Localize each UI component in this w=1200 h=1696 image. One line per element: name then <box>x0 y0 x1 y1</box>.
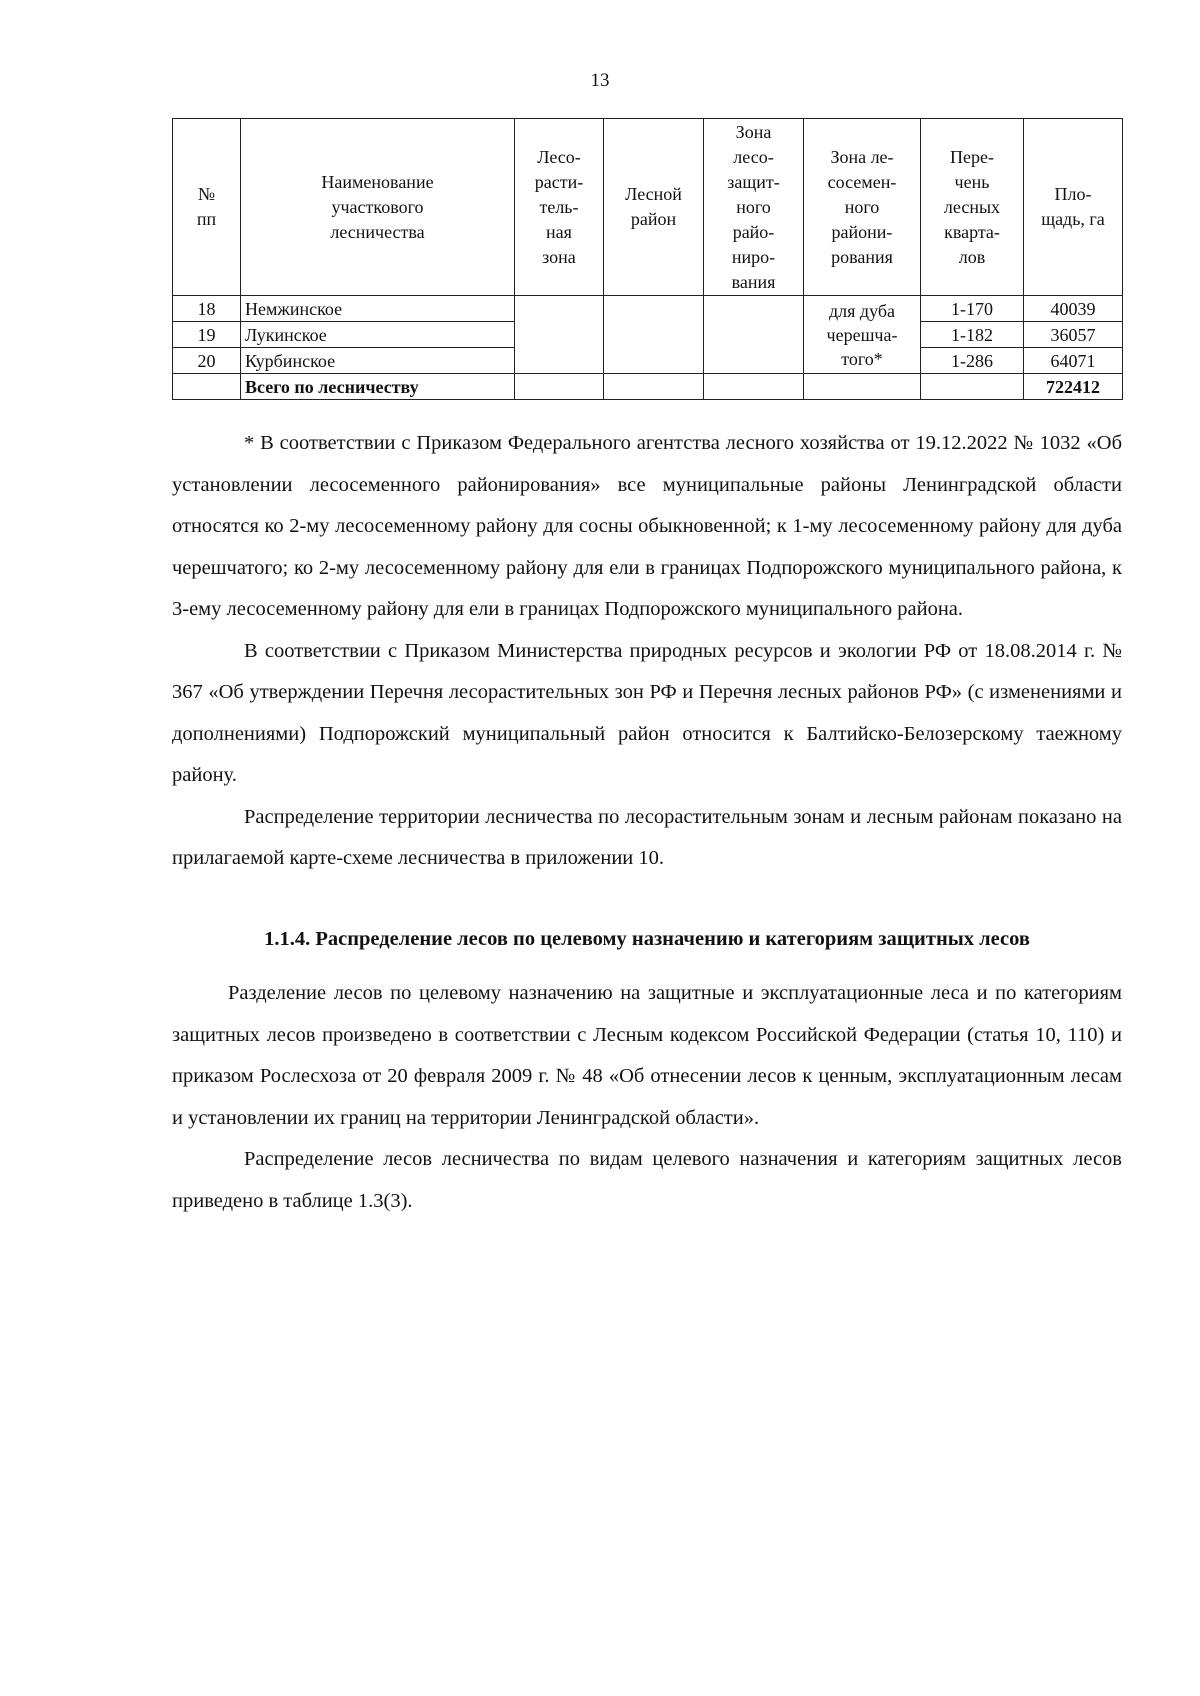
forestry-table <box>172 118 1123 400</box>
header-vegetation-zone: Лесо- расти- тель- ная зона <box>515 119 604 296</box>
page-number: 13 <box>590 70 610 91</box>
vegetation-zone-cell <box>515 296 604 374</box>
forest-district-cell <box>604 296 704 374</box>
section-heading: 1.1.4. Распределение лесов по целевому назначению и категориям защитных лесов <box>264 928 1030 950</box>
header-area: Пло- щадь, га <box>1024 119 1123 296</box>
row-num: 18 <box>173 296 241 322</box>
row-num: 19 <box>173 322 241 348</box>
protection-zone-cell <box>704 296 804 374</box>
total-label: Всего по лесничеству <box>241 374 515 400</box>
row-name: Курбинское <box>241 348 515 374</box>
row-area: 36057 <box>1024 322 1123 348</box>
header-protection-zone: Зона лесо- защит- ного райо- ниро- вания <box>704 119 804 296</box>
row-name: Лукинское <box>241 322 515 348</box>
table-total-row <box>173 374 1123 400</box>
paragraph-map-reference: Распределение территории лесничества по лесорастительным зонам и лесным районам показано на прилагаемой карте-схеме лесничества в приложении 10. <box>172 805 1122 869</box>
paragraph-forest-purpose: Разделение лесов по целевому назначению на защитные и эксплуатационные леса и по категориям защитных лесов произведено в соответствии с Лесным кодексом Российской Федерации (статья 10, 110) и приказом Рослесхоза от 20 февраля 2009 г. № 48 «Об отнесении лесов к ценным, эксплуатационным лесам и установлении их границ на территории Ленинградской области». <box>172 982 1122 1129</box>
row-name: Немжинское <box>241 296 515 322</box>
row-quarters: 1-286 <box>921 348 1024 374</box>
row-quarters: 1-170 <box>921 296 1024 322</box>
table-row <box>173 296 1123 322</box>
row-area: 40039 <box>1024 296 1123 322</box>
row-num: 20 <box>173 348 241 374</box>
paragraph-table-reference: Распределение лесов лесничества по видам целевого назначения и категориям защитных лесов приведено в таблице 1.3(3). <box>172 1148 1122 1212</box>
body-text-lower <box>172 973 1122 1222</box>
body-text-upper <box>172 423 1122 880</box>
total-area: 722412 <box>1024 374 1123 400</box>
header-forest-district: Лесной район <box>604 119 704 296</box>
row-quarters: 1-182 <box>921 322 1024 348</box>
paragraph-vegetation-zones: В соответствии с Приказом Министерства природных ресурсов и экологии РФ от 18.08.2014 г. № 367 «Об утверждении Перечня лесорастительных зон РФ и Перечня лесных районов РФ» (с изменениями и дополнениями) Подпорожский муниципальный район относится к Балтийско-Белозерскому таежному району. <box>172 639 1122 786</box>
table-header-row <box>173 119 1123 296</box>
footnote-paragraph: * В соответствии с Приказом Федерального агентства лесного хозяйства от 19.12.2022 № 1032 «Об установлении лесосеменного районирования» все муниципальные районы Ленинградской области относятся ко 2-му лесосеменному району для сосны обыкновенной; к 1-му лесосеменному району для дуба черешчатого; ко 2-му лесосеменному району для ели в границах Подпорожского муниципального района, к 3-ему лесосеменному району для ели в границах Подпорожского муниципального района. <box>172 432 1122 620</box>
header-num: № пп <box>173 119 241 296</box>
header-name: Наименование участкового лесничества <box>241 119 515 296</box>
row-area: 64071 <box>1024 348 1123 374</box>
seed-zone-cell: для дуба черешча- того* <box>804 296 921 374</box>
header-quarters: Пере- чень лесных кварта- лов <box>921 119 1024 296</box>
header-seed-zone: Зона ле- сосемен- ного райони- рования <box>804 119 921 296</box>
